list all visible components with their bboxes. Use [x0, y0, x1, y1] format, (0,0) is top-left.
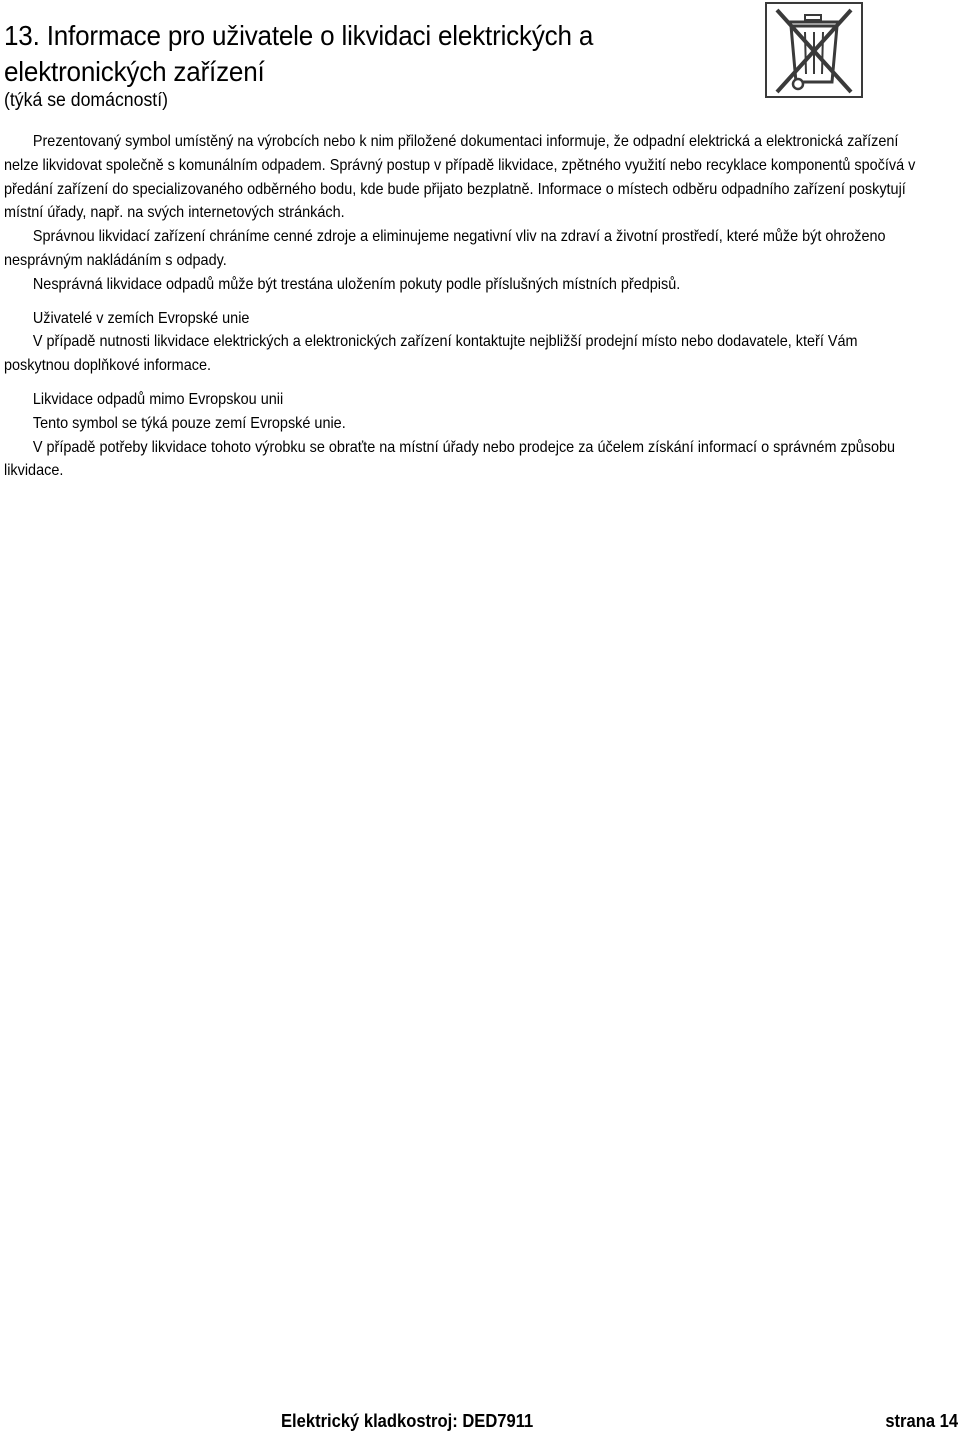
eu-users-heading: Uživatelé v zemích Evropské unie [32, 309, 250, 327]
section-subtitle: (týká se domácností) [4, 90, 168, 111]
footer-page-number: strana 14 [885, 1411, 958, 1431]
paragraph-eu-only: Tento symbol se týká pouze zemí Evropské unie. [32, 414, 346, 432]
heading-line-1: 13. Informace pro uživatele o likvidaci elektrických a [4, 20, 594, 51]
non-eu-heading: Likvidace odpadů mimo Evropskou unii [32, 390, 284, 408]
paragraph-non-eu-disposal: V případě potřeby likvidace tohoto výrobku se obraťte na místní úřady nebo prodejce za účelem získání informací o správném způsobu likvidace. [4, 438, 896, 480]
paragraph-proper-disposal: Správnou likvidací zařízení chráníme cenné zdroje a eliminujeme negativní vliv na zdraví a životní prostředí, které může být ohroženo nesprávným nakládáním s odpady. [4, 228, 886, 269]
document-body [4, 130, 960, 483]
footer-product-name: Elektrický kladkostroj: DED7911 [281, 1411, 534, 1431]
section-heading [4, 18, 692, 90]
paragraph-penalty: Nesprávná likvidace odpadů může být trestána uložením pokuty podle příslušných místních předpisů. [32, 275, 681, 293]
paragraph-symbol-info: Prezentovaný symbol umístěný na výrobcích nebo k nim přiložené dokumentaci informuje, že odpadní elektrická a elektronická zařízení nelze likvidovat společně s komunálním odpadem. Správný postup v případě likvidace, zpětného využití nebo recyklace komponentů spočívá v předání zařízení do specializovaného odběrného bodu, kde bude přijato bezplatně. Informace o místech odběru odpadního zařízení poskytují místní úřady, např. na svých internetových stránkách. [4, 133, 916, 222]
heading-line-2: elektronických zařízení [4, 56, 265, 87]
crossed-out-wheelie-bin-icon [765, 2, 863, 98]
paragraph-eu-users: V případě nutnosti likvidace elektrických a elektronických zařízení kontaktujte nejbližší prodejní místo nebo dodavatele, kteří Vám poskytnou doplňkové informace. [4, 333, 858, 375]
